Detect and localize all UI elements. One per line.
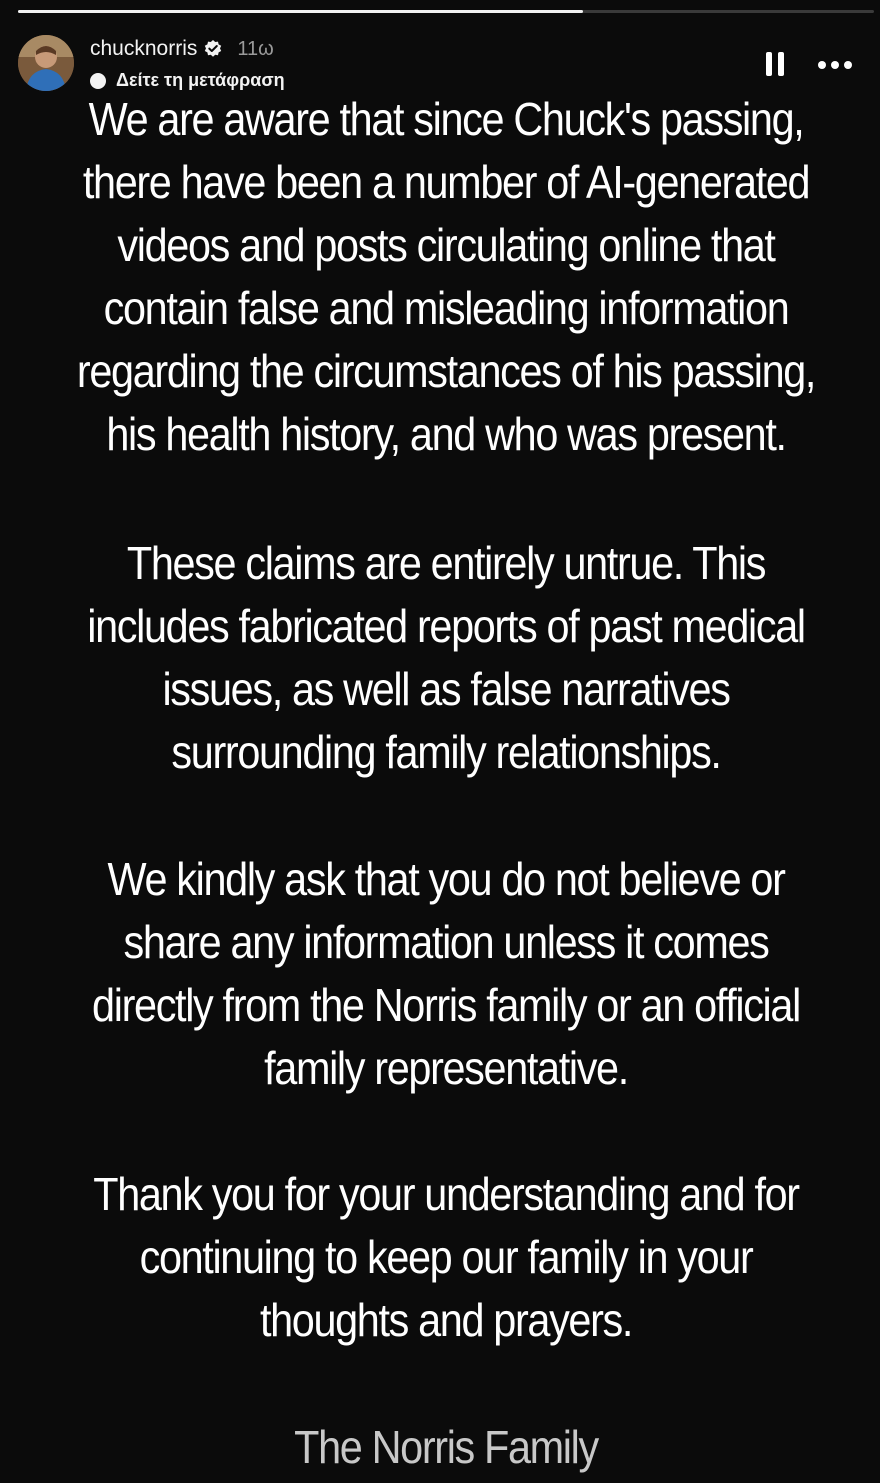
more-options-dot	[844, 61, 852, 69]
story-paragraph-1: We are aware that since Chuck's passing, there have been a number of AI-generated videos and posts circulating online that contain false and misleading information regarding the circumstances of his passing, his health history, and who was present.	[76, 93, 816, 460]
story-paragraph-3: We kindly ask that you do not believe or share any information unless it comes directly from the Norris family or an official family representative.	[92, 853, 800, 1094]
pause-icon	[766, 52, 772, 76]
more-options-dot	[831, 61, 839, 69]
pause-icon-bar	[778, 52, 784, 76]
story-progress-fill	[18, 10, 583, 13]
verified-badge-icon	[203, 39, 223, 59]
more-options-icon	[818, 61, 826, 69]
story-signature: The Norris Family	[294, 1421, 598, 1473]
more-options-button[interactable]	[818, 57, 860, 73]
username[interactable]: chucknorris	[90, 37, 198, 60]
story-paragraph-4: Thank you for your understanding and for continuing to keep our family in your thoughts and prayers.	[93, 1168, 799, 1346]
avatar-image	[18, 35, 74, 91]
translate-icon	[90, 73, 106, 89]
story-progress-bar	[18, 10, 874, 13]
see-translation-label: Δείτε τη μετάφραση	[116, 70, 285, 90]
pause-button[interactable]	[764, 52, 786, 78]
story-author	[90, 37, 274, 61]
avatar[interactable]	[18, 35, 74, 91]
story-timestamp: 11ω	[237, 37, 274, 60]
story-paragraph-2: These claims are entirely untrue. This includes fabricated reports of past medical issues, as well as false narratives surrounding family relationships.	[87, 537, 805, 778]
